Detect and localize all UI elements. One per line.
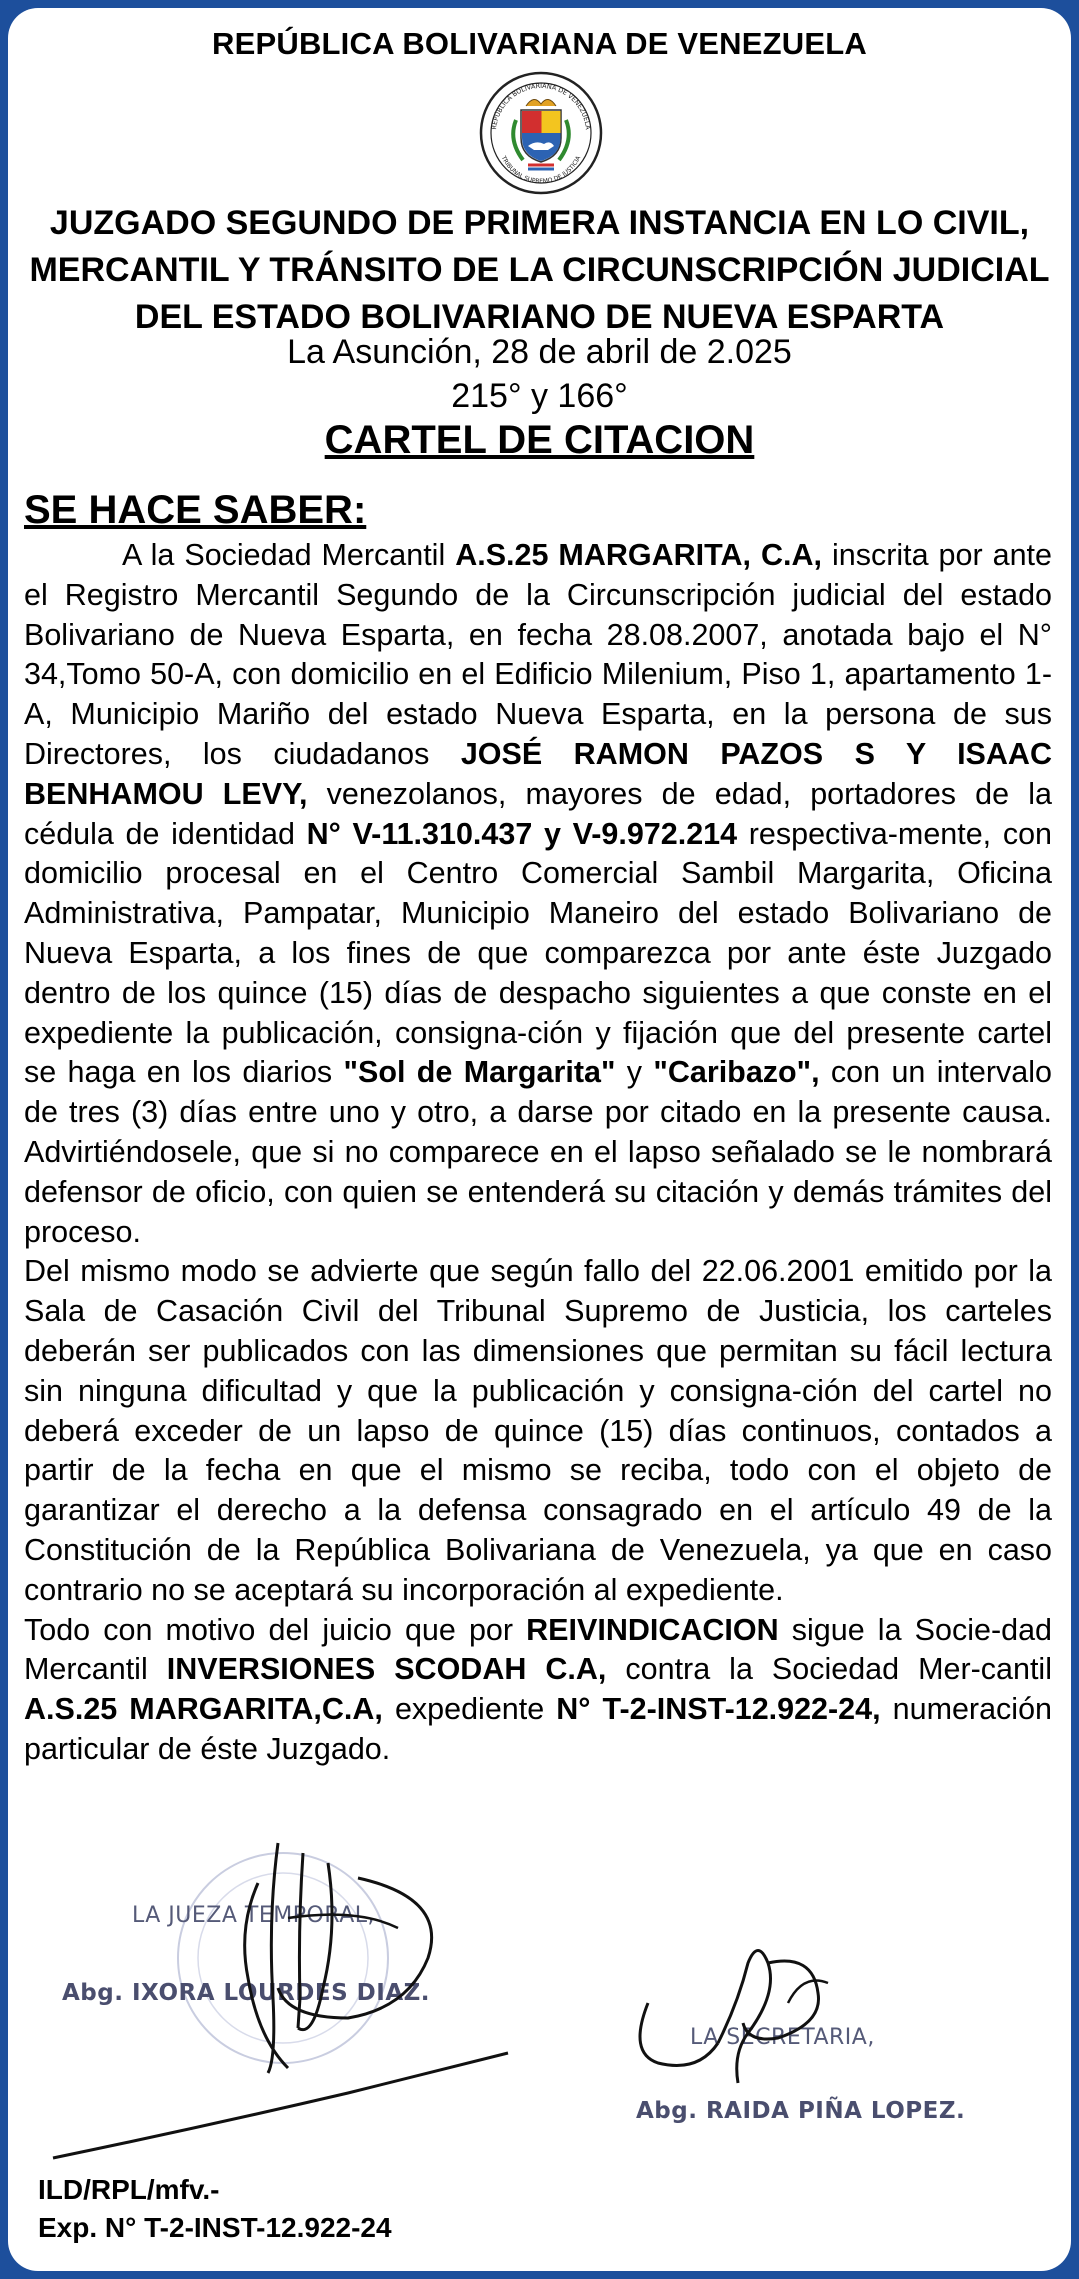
p1-ids: N° V-11.310.437 y V-9.972.214 [306, 816, 738, 851]
judge-name: Abg. IXORA LOURDES DIAZ. [62, 1980, 431, 2006]
secretary-signature-icon [628, 1943, 858, 2103]
p1-paper-2: "Caribazo", [653, 1055, 820, 1090]
seal-text-bottom: TRIBUNAL SUPREMO DE JUSTICIA [499, 154, 583, 186]
p3-text-b: sigue la Socie-dad Mercantil [24, 1612, 1053, 1687]
document-body [24, 536, 1052, 1770]
paragraph-1 [24, 536, 1052, 1252]
p1-company: A.S.25 MARGARITA, C.A, [455, 538, 822, 572]
p1-text-b: inscrita por ante el Registro Mercantil Segundo de la Circunscripción judicial del estado Bolivariano de Nueva Esparta, en fecha 28.08.2007, anotada bajo el N° 34,Tomo 50-A, con domicilio en el Edificio Milenium, Piso 1, apartamento 1-A, Municipio Mariño del estado Nueva Esparta, en la persona de sus Directores, los ciudadanos [24, 538, 1052, 771]
footer-file-number: Exp. N° T-2-INST-12.922-24 [38, 2212, 392, 2243]
paragraph-3 [24, 1611, 1052, 1770]
date: La Asunción, 28 de abril de 2.025 [287, 333, 792, 371]
court-seal-icon [478, 70, 604, 196]
years: 215° y 166° [451, 377, 628, 415]
secretary-role: LA SECRETARIA, [690, 2025, 875, 2050]
p3-file: N° T-2-INST-12.922-24, [556, 1692, 881, 1727]
footer-initials: ILD/RPL/mfv.- [38, 2174, 220, 2205]
p1-text-a: A la Sociedad Mercantil [122, 538, 456, 572]
judge-role: LA JUEZA TEMPORAL, [132, 1903, 376, 1928]
p1-text-e: y [615, 1055, 654, 1090]
document-title: CARTEL DE CITACION [324, 418, 755, 462]
document-page [8, 8, 1071, 2271]
date-block [8, 330, 1071, 418]
court-line-2: MERCANTIL Y TRÁNSITO DE LA CIRCUNSCRIPCIÓN JUDICIAL [29, 251, 1050, 289]
court-heading [8, 200, 1071, 341]
paragraph-2: Del mismo modo se advierte que según fallo del 22.06.2001 emitido por la Sala de Casación Civil del Tribunal Supremo de Justicia, los carteles deberán ser publicados con las dimensiones que permitan su fácil lectura sin ninguna dificultad y que la publicación y consigna-ción del cartel no deberá exceder de un lapso de quince (15) días continuos, contados a partir de la fecha en que el mismo se reciba, todo con el objeto de garantizar el derecho a la defensa consagrado en el artículo 49 de la Constitución de la República Bolivariana de Venezuela, ya que en caso contrario no se aceptará su incorporación al expediente. [24, 1254, 1052, 1607]
p1-text-f: con un intervalo de tres (3) días entre uno y otro, a darse por citado en la presente causa. Advirtiéndosele, que si no comparece en el lapso señalado se le nombrará defensor de oficio, con quien se entenderá su citación y demás trámites del proceso. [24, 1055, 1052, 1249]
p1-paper-1: "Sol de Margarita" [343, 1055, 616, 1090]
secretary-name: Abg. RAIDA PIÑA LOPEZ. [636, 2098, 966, 2124]
p3-text-d: expediente [382, 1692, 557, 1727]
document-subtitle: SE HACE SABER: [24, 488, 367, 532]
seal-text-top: REPÚBLICA BOLIVARIANA DE VENEZUELA [490, 81, 592, 131]
court-line-1: JUZGADO SEGUNDO DE PRIMERA INSTANCIA EN LO CIVIL, [49, 204, 1030, 242]
p3-defendant: A.S.25 MARGARITA,C.A, [24, 1692, 383, 1727]
p1-text-c: venezolanos, mayores de edad, portadores de la cédula de identidad [24, 776, 1052, 851]
p3-action: REIVINDICACION [526, 1612, 779, 1647]
p1-text-d: respectiva-mente, con domicilio procesal en el Centro Comercial Sambil Margarita, Oficina Administrativa, Pampatar, Municipio Maneiro del estado Bolivariano de Nueva Esparta, a los fines de que comparezca por ante éste Juzgado dentro de los quince (15) días de despacho siguientes a que conste en el expediente la publicación, consigna-ción y fijación que del presente cartel se haga en los diarios [24, 816, 1052, 1090]
p3-text-e: numeración particular de éste Juzgado. [24, 1692, 1053, 1766]
p3-text-a: Todo con motivo del juicio que por [24, 1612, 527, 1647]
republic-heading: REPÚBLICA BOLIVARIANA DE VENEZUELA [212, 26, 867, 61]
p3-text-c: contra la Sociedad Mer-cantil [606, 1652, 1052, 1687]
p3-plaintiff: INVERSIONES SCODAH C.A, [166, 1652, 607, 1687]
p1-directors: JOSÉ RAMON PAZOS S Y ISAAC BENHAMOU LEVY, [24, 736, 1052, 811]
court-line-3: DEL ESTADO BOLIVARIANO DE NUEVA ESPARTA [134, 298, 945, 336]
signature-stroke-icon [48, 2048, 548, 2168]
